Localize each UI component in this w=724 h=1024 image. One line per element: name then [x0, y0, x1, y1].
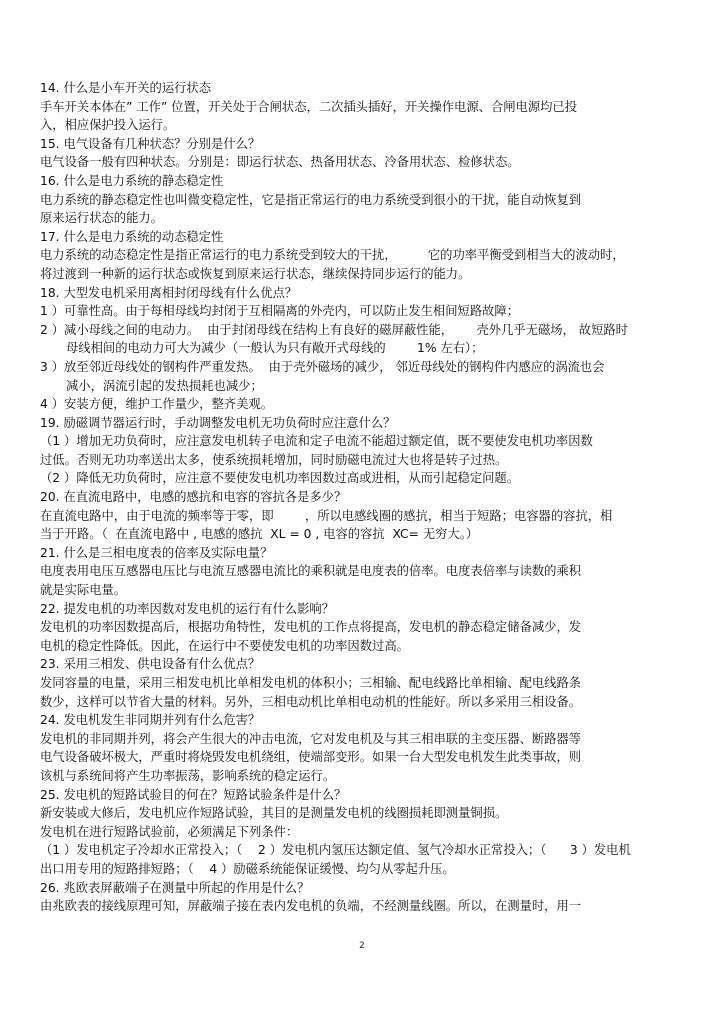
answer-text-line: 发电机的非同期并列，将会产生很大的冲击电流，它对发电机及与其三相串联的主变压器、断路器等	[40, 731, 582, 746]
document-body	[40, 79, 688, 916]
question-heading: 14. 什么是小车开关的运行状态	[40, 81, 212, 95]
answer-text-line: 电气设备破坏极大，严重时将烧毁发电机绕组，使端部变形。如果一台大型发电机发生此类事故，则	[40, 750, 582, 765]
question-heading: 19. 励磁调节器运行时，手动调整发电机无功负荷时应注意什么？	[40, 415, 396, 430]
answer-text-line: 电机的稳定性降低。因此，在运行中不要使发电机的功率因数过高。	[40, 638, 409, 653]
list-item-line: 3 ）放至邻近母线处的钢构件严重发热。 由于壳外磁场的减少， 邻近母线处的钢构件内感应的涡流也会	[40, 359, 605, 374]
list-item-continuation: 减小，涡流引起的发热损耗也减少；	[66, 378, 263, 393]
answer-text-line: 入，相应保护投入运行。	[40, 118, 176, 133]
answer-text-line: 电度表用电压互感器电压比与电流互感器电流比的乘积就是电度表的倍率。电度表倍率与读数的乘积	[40, 564, 582, 579]
question-heading: 25. 发电机的短路试验目的何在？短路试验条件是什么？	[40, 787, 347, 802]
answer-text-line: 在直流电路中，由于电流的频率等于零，即 ，所以电感线圈的感抗，相当于短路；电容器的容抗，相	[40, 508, 613, 523]
question-heading: 20. 在直流电路中，电感的感抗和电容的容抗各是多少？	[40, 490, 347, 505]
answer-text-line: 电气设备一般有四种状态。分别是：即运行状态、热备用状态、冷备用状态、检修状态。	[40, 155, 520, 170]
answer-text-line: （1 ）发电机定子冷却水正常投入；（ 2 ）发电机内氢压达额定值、氢气冷却水正常投入；（ 3 ）发电机	[40, 843, 631, 858]
answer-text-line: 将过渡到一种新的运行状态或恢复到原来运行状态，继续保持同步运行的能力。	[40, 266, 471, 281]
list-item-line: 1 ）可靠性高。由于每相母线均封闭于互相隔离的外壳内，可以防止发生相间短路故障；	[40, 304, 520, 319]
question-heading: 21. 什么是三相电度表的倍率及实际电量？	[40, 545, 273, 560]
list-item-line: 2 ）减小母线之间的电动力。 由于封闭母线在结构上有良好的磁屏蔽性能， 壳外几乎无磁场， 故短路时	[40, 322, 628, 337]
list-item-line: 4 ）安装方便，维护工作量少，整齐美观。	[40, 397, 274, 412]
answer-text-line: 出口用专用的短路排短路；（ 4 ）励磁系统能保证缓慢、均匀从零起升压。	[40, 861, 455, 876]
answer-text-line: 该机与系统间将产生功率振荡，影响系统的稳定运行。	[40, 768, 336, 783]
question-heading: 15. 电气设备有几种状态？分别是什么？	[40, 136, 261, 151]
answer-text-line: 发电机的功率因数提高后，根据功角特性，发电机的工作点将提高，发电机的静态稳定储备减少，发	[40, 620, 582, 635]
answer-text-line: （2 ）降低无功负荷时，应注意不要使发电机功率因数过高或进相，从而引起稳定问题。	[40, 471, 520, 486]
answer-text-line: 电力系统的静态稳定性也叫微变稳定性，它是指正常运行的电力系统受到很小的干扰，能自动恢复到	[40, 192, 582, 207]
question-heading: 17. 什么是电力系统的动态稳定性	[40, 229, 224, 244]
answer-text-line: 发电机在进行短路试验前，必须满足下列条件：	[40, 824, 299, 839]
question-heading: 16. 什么是电力系统的静态稳定性	[40, 173, 224, 188]
question-heading: 18. 大型发电机采用离相封闭母线有什么优点？	[40, 285, 298, 300]
answer-text-line: （1 ）增加无功负荷时，应注意发电机转子电流和定子电流不能超过额定值，既不要使发电机功率因数	[40, 434, 593, 449]
question-heading: 24. 发电机发生非同期并列有什么危害？	[40, 713, 261, 728]
answer-text-line: 手车开关本体在” 工作” 位置，开关处于合闸状态，二次插头插好，开关操作电源、合闸电源均已投	[40, 99, 578, 114]
question-heading: 26. 兆欧表屏蔽端子在测量中所起的作用是什么？	[40, 880, 310, 895]
answer-text-line: 发同容量的电量，采用三相发电机比单相发电机的体积小；三相输、配电线路比单相输、配电线路条	[40, 676, 582, 690]
list-item-continuation: 母线相间的电动力可大为减少（一般认为只有敞开式母线的 1% 左右）；	[66, 341, 484, 356]
answer-text-line: 原来运行状态的能力。	[40, 211, 163, 226]
answer-text-line: 就是实际电量。	[40, 583, 127, 598]
question-heading: 22. 提发电机的功率因数对发电机的运行有什么影响？	[40, 601, 334, 616]
answer-text-line: 电力系统的动态稳定性是指正常运行的电力系统受到较大的干扰， 它的功率平衡受到相当大的波动时，	[40, 248, 625, 263]
page-number: 2	[359, 941, 365, 951]
answer-text-line: 由兆欧表的接线原理可知，屏蔽端子接在表内发电机的负端，不经测量线圈。所以，在测量时，用一	[40, 899, 582, 914]
answer-text-line: 数少，这样可以节省大量的材料。另外，三相电动机比单相电动机的性能好。所以多采用三相设备。	[40, 694, 582, 709]
answer-text-line: 当于开路。（ 在直流电路中 , 电感的感抗 XL = 0 , 电容的容抗 XC= 无穷大。）	[40, 527, 479, 542]
answer-text-line: 过低。否则无功功率送出太多，使系统损耗增加，同时励磁电流过大也将是转子过热。	[40, 452, 508, 467]
answer-text-line: 新安装或大修后，发电机应作短路试验，其目的是测量发电机的线圈损耗即测量铜损。	[40, 806, 508, 821]
question-heading: 23. 采用三相发、供电设备有什么优点？	[40, 657, 261, 672]
